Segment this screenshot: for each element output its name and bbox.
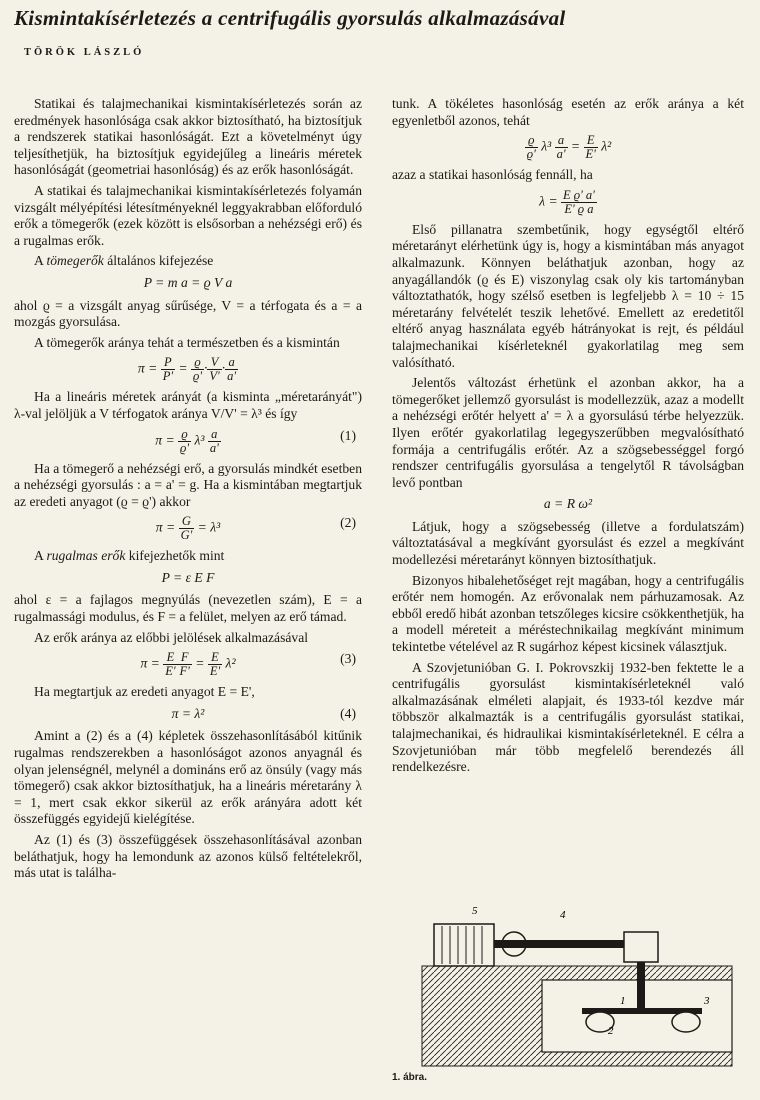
paragraph: Statikai és talajmechanikai kismintakísérletezés során az eredmények hasonlósága csak akkor biztosítható, ha biztosítjuk a rendszerek statikai hasonlóságát. Ezt a követelményt úgy teljesíthetjük, ha biztosítjuk egyidejűleg a lineáris méretek hasonlóságát (geometriai hasonlóság) és az erők hasonlóságát.: [14, 96, 362, 178]
paragraph: Első pillanatra szembetűnik, hogy egységtől eltérő méretarányt elérhetünk úgy is, hogy a kismintában más anyagot alkalmazunk. Könnyen beláthatjuk azonban, hogy az anyagállandók (ϱ és E) viszonylag csak oly kis tartományban változtathatók, hogy szélső esetben is legfeljebb λ = 10 ÷ 15 méretarány felvételét teszik lehetővé. Emellett az eredetitől eltérő anyag használata egyéb hátrányokat is rejt, és például talajmechanikai kísérleteknél gyakorlatilag meg sem valósítható.: [392, 221, 744, 370]
figure-caption: 1. ábra.: [392, 1072, 428, 1083]
figure-centrifuge-apparatus: [392, 858, 744, 1088]
equation-ratio: π = $\frac{P}{P'}$ = $\frac{ϱ}{ϱ'}$ · $\frac{V}{V'}$ · $\frac{a}{a'}$: [137, 355, 237, 384]
paragraph: Jelentős változást érhetünk el azonban akkor, ha a tömegerőket jellemző gyorsulást is modellezzük, azaz a modellt a nehézségi erőtér helyett a' = λ a gyorsulású térbe helyezzük. Ilyen erőtér gyakorlatilag legegyszerűbben megvalósítható formája a centrifugális erőtér. Az a szögsebességgel forgó rendszer centrifugális gyorsulása a tengelytől R távolságban levő pontban: [392, 375, 744, 490]
paragraph: Amint a (2) és a (4) képletek összehasonlításából kitűnik rugalmas rendszerekben a hasonlóságot azonos anyagnál és olyan jelenségnél, melynél a domináns erő az önsúly (vagy más tömegerő) csak akkor biztosíthatjuk, ha a lineáris méretarány λ = 1, mert csak ekkor sikerül az erők arányára adott két összefüggés egyidejű kielégítése.: [14, 728, 362, 827]
paragraph: A tömegerők általános kifejezése: [34, 253, 214, 269]
figure-label: 5: [472, 905, 478, 917]
equation-mass-force: P = m a = ϱ V a: [143, 274, 233, 290]
paragraph: Ha a tömegerő a nehézségi erő, a gyorsulás mindkét esetben a nehézségi gyorsulás : a = a' = g. Ha a kismintában megtartjuk az eredeti anyagot (ϱ = ϱ') akkor: [14, 460, 362, 509]
figure-label: 1: [620, 995, 626, 1007]
centrifuge-drawing: [392, 858, 744, 1070]
paragraph: tunk. A tökéletes hasonlóság esetén az erők aránya a két egyenletből azonos, tehát: [392, 96, 744, 128]
equation-lambda: λ = $\frac{\text{E ϱ' a'}}{\text{E' ϱ a}}$: [539, 187, 595, 216]
equation-4: π = λ² (4): [171, 705, 356, 721]
figure-label: 4: [560, 909, 566, 921]
vertical-axis: [637, 962, 645, 1014]
paragraph: A Szovjetunióban G. I. Pokrovszkij 1932-ben fektette le a centrifugális gyorsulást kismintakísérleteknél való alkalmazásának elméleti alapjait, és 1933-tól kezdve már többször alkalmazták is a centrifugális gyorsulást statikai, talajmechanikai, és hidraulikai kismintakísérleteknél. E célra a Szovjetunióban már több megfelelő berendezés áll rendelkezésre.: [392, 659, 744, 775]
figure-label: 2: [608, 1025, 614, 1037]
figure-label: 3: [704, 995, 710, 1007]
author-name: TÖRÖK LÁSZLÓ: [24, 47, 145, 58]
paragraph: azaz a statikai hasonlóság fennáll, ha: [392, 167, 593, 183]
left-column: [14, 96, 362, 886]
paragraph: Látjuk, hogy a szögsebesség (illetve a fordulatszám) változtatásával a megkívánt gyorsulást és ezzel a megkívánt modellezési méretarányt könnyen biztosíthatjuk.: [392, 518, 744, 568]
paragraph: Az (1) és (3) összefüggések összehasonlításával azonban beláthatjuk, hogy ha lemondunk az azonos külső feltételekről, más utat is találha-: [14, 832, 362, 881]
gearbox: [624, 932, 658, 962]
paragraph: Ha a lineáris méretek arányát (a kisminta „méretarányát") λ-val jelöljük a V térfogatok aránya V/V' = λ³ és így: [14, 389, 362, 421]
equation-identity: $\frac{ϱ}{ϱ'}$ λ³ $\frac{a}{a'}$ = $\frac{E}{E'}$ λ²: [526, 133, 612, 162]
paragraph: A tömegerők aránya tehát a természetben és a kismintán: [34, 334, 340, 350]
drive-shaft: [494, 940, 624, 948]
right-column: [392, 96, 744, 780]
paragraph: ahol ϱ = a vizsgált anyag sűrűsége, V = a térfogata és a = a mozgás gyorsulása.: [14, 297, 362, 330]
paragraph: Az erők aránya az előbbi jelölések alkalmazásával: [34, 629, 308, 645]
paragraph: A rugalmas erők kifejezhetők mint: [34, 548, 225, 564]
equation-1: π = $\frac{ϱ}{ϱ'}$ λ³ $\frac{a}{a'}$ (1): [155, 426, 356, 455]
article-title: Kismintakísérletezés a centrifugális gyorsulás alkalmazásával: [14, 6, 566, 30]
paragraph: ahol ε = a fajlagos megnyúlás (nevezetlen szám), E = a rugalmassági modulus, és F = a felület, melyen az erő támad.: [14, 592, 362, 625]
model-bucket-right: [672, 1012, 700, 1032]
paragraph: Ha megtartjuk az eredeti anyagot E = E',: [34, 684, 255, 700]
equation-centrifugal: a = R ω²: [543, 496, 593, 512]
motor: [434, 924, 494, 966]
equation-3: π = $\frac{E}{E'}$ $\frac{F}{F'}$ = $\frac{E}{E'}$ λ² (3): [140, 650, 356, 679]
paragraph: Bizonyos hibalehetőséget rejt magában, hogy a centrifugális erőtér nem homogén. Az erővonalak nem párhuzamosak. Az ebből eredő hibát azonban tetszőleges kicsire csökkenthetjük, ha a modell méreteit a méréstechnikailag megkívánt minimum tekintetbe vételével az R sugárhoz képest kicsinek választjuk.: [392, 572, 744, 655]
equation-elastic-force: P = ε E F: [161, 569, 215, 585]
equation-2: π = $\frac{G}{G'}$ = λ³ (2): [155, 514, 356, 543]
paragraph: A statikai és talajmechanikai kismintakísérletezés folyamán vizsgált mélyépítési létesítményeknél leggyakrabban előforduló erők a tömegerők (ezek között is elsősorban a nehézségi erő) és a rugalmas erők.: [14, 182, 362, 248]
